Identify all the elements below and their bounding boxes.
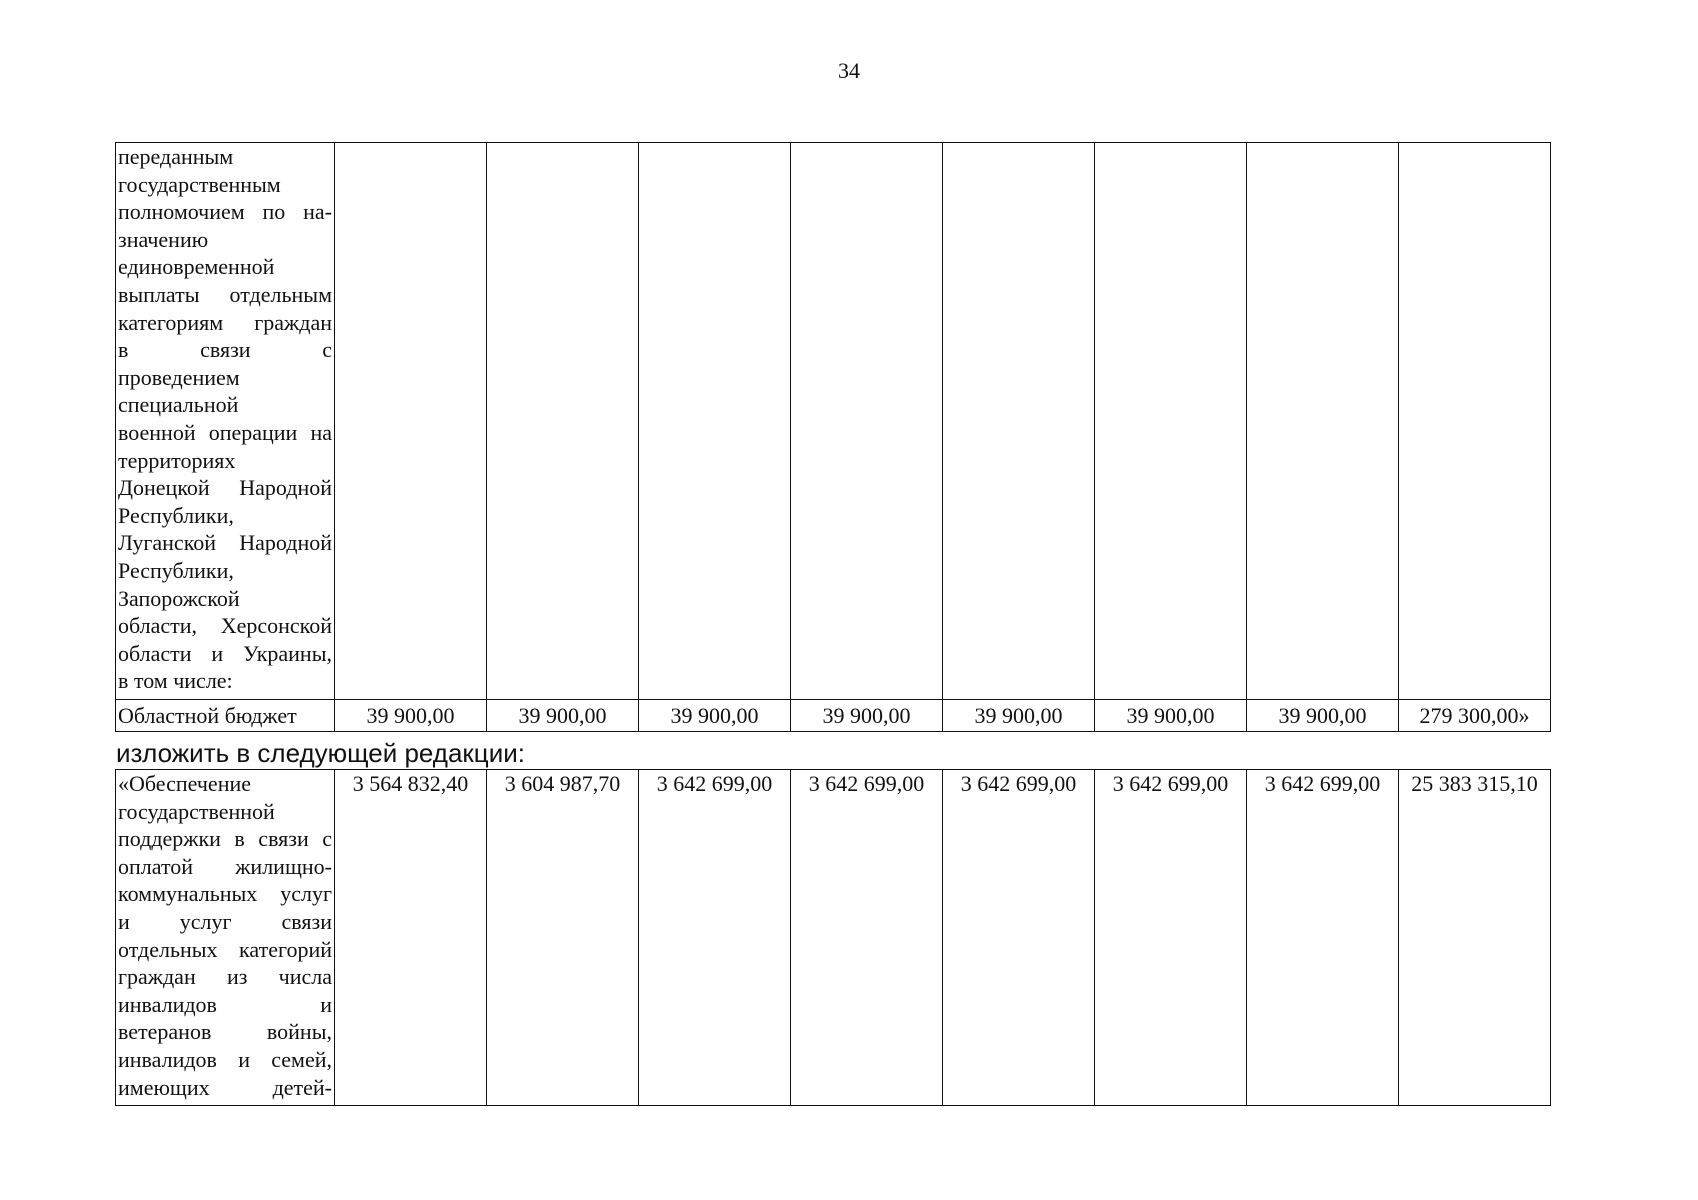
empty-cell — [335, 143, 487, 700]
description-line: инвалидов и — [118, 991, 332, 1017]
empty-cell — [639, 143, 791, 700]
row-description — [116, 143, 335, 700]
description-line: Донецкой Народной — [118, 475, 332, 501]
description-line: военной операции на — [118, 419, 332, 445]
description-line: области, Херсонской — [118, 613, 332, 639]
description-line: имеющих детей- — [118, 1074, 332, 1100]
description-line: оплатой жилищно- — [118, 853, 332, 879]
empty-cell — [943, 143, 1095, 700]
description-line: переданным — [118, 144, 234, 169]
description-line: отдельных категорий — [118, 936, 332, 962]
description-line: Республики, — [118, 502, 234, 528]
value-cell: 3 604 987,70 — [487, 770, 639, 1106]
empty-cell — [791, 143, 943, 700]
table-row — [116, 700, 1551, 732]
description-line: территориях — [118, 447, 236, 473]
empty-cell — [487, 143, 639, 700]
table-row — [116, 770, 1551, 1106]
budget-table-old — [115, 142, 1551, 732]
description-line: в связи с — [118, 337, 332, 363]
budget-label: Областной бюджет — [116, 700, 335, 732]
description-line: инвалидов и семей, — [118, 1046, 332, 1072]
description-line: государственным — [118, 171, 281, 197]
table-row — [116, 143, 1551, 700]
description-line: в том числе: — [118, 668, 233, 694]
description-line: государственной — [118, 798, 275, 824]
value-cell: 3 642 699,00 — [1095, 770, 1247, 1106]
empty-cell — [1095, 143, 1247, 700]
value-cell: 39 900,00 — [791, 700, 943, 732]
description-line: поддержки в связи с — [118, 826, 332, 852]
empty-cell — [1247, 143, 1399, 700]
value-cell: 39 900,00 — [487, 700, 639, 732]
description-line: «Обеспечение — [118, 771, 251, 796]
total-cell: 25 383 315,10 — [1399, 770, 1551, 1106]
value-cell: 3 642 699,00 — [639, 770, 791, 1106]
value-cell: 3 642 699,00 — [943, 770, 1095, 1106]
description-line: области и Украины, — [118, 640, 332, 666]
empty-cell — [1399, 143, 1551, 700]
value-cell: 3 642 699,00 — [791, 770, 943, 1106]
instruction-text: изложить в следующей редакции: — [116, 738, 525, 768]
value-cell: 39 900,00 — [335, 700, 487, 732]
total-cell: 279 300,00» — [1399, 700, 1551, 732]
description-line: и услуг связи — [118, 908, 332, 934]
row-description — [116, 770, 335, 1106]
description-line: категориям граждан — [118, 309, 332, 335]
description-line: единовременной — [118, 254, 275, 280]
description-line: ветеранов войны, — [118, 1019, 332, 1045]
description-line: выплаты отдельным — [118, 281, 332, 307]
value-cell: 39 900,00 — [1095, 700, 1247, 732]
description-line: коммунальных услуг — [118, 881, 332, 907]
description-line: граждан из числа — [118, 964, 332, 990]
description-line: Запорожской — [118, 585, 240, 611]
description-line: проведением — [118, 364, 240, 390]
value-cell: 3 564 832,40 — [335, 770, 487, 1106]
budget-table-new — [115, 769, 1551, 1106]
page-number: 34 — [838, 58, 860, 83]
description-line: специальной — [118, 392, 239, 418]
description-line: значению — [118, 226, 209, 252]
description-line: Республики, — [118, 557, 234, 583]
value-cell: 3 642 699,00 — [1247, 770, 1399, 1106]
value-cell: 39 900,00 — [1247, 700, 1399, 732]
value-cell: 39 900,00 — [943, 700, 1095, 732]
value-cell: 39 900,00 — [639, 700, 791, 732]
description-line: полномочием по на- — [118, 199, 332, 225]
description-line: Луганской Народной — [118, 530, 332, 556]
